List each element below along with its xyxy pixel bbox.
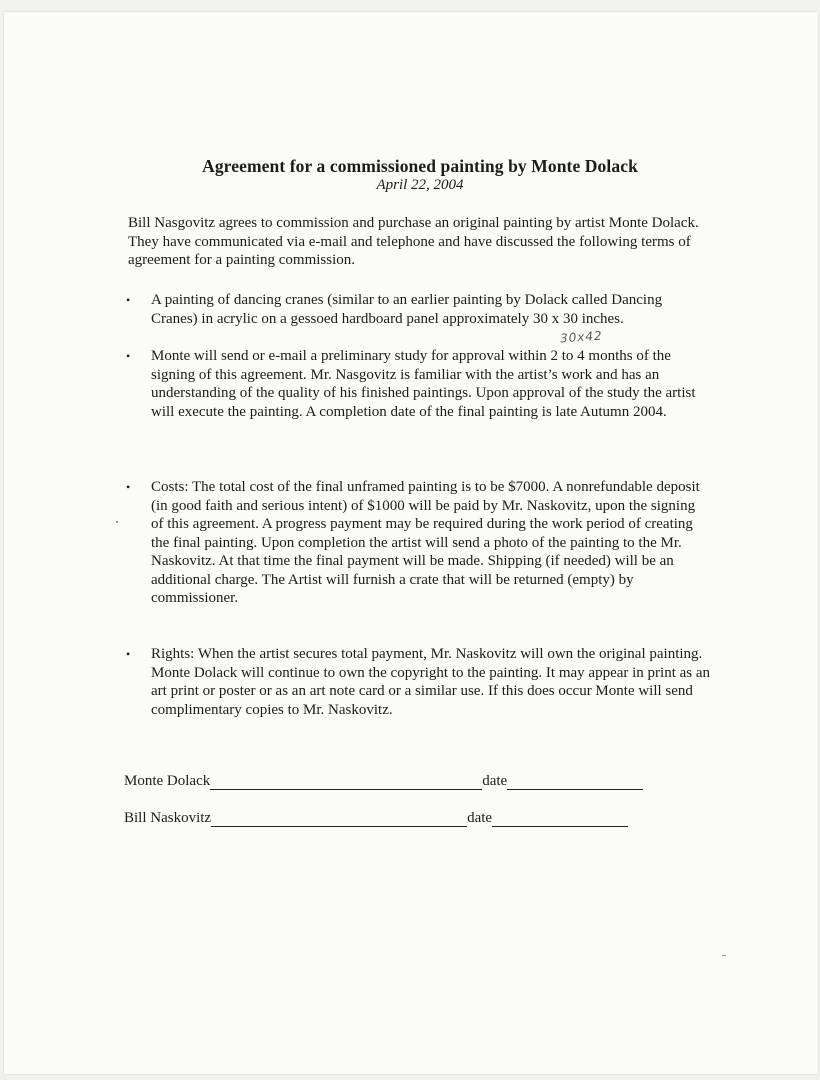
document-date: April 22, 2004 bbox=[376, 177, 464, 193]
bullet-schedule: Monte will send or e-mail a preliminary study for approval within 2 to 4 months of the signing of this agreement. Mr. Nasgovitz is familiar with the artist’s work and has an understanding of the quality of his finished paintings. Upon approval of the study the artist will execute the painting. A completion date of the final painting is late Autumn 2004. bbox=[151, 348, 696, 420]
date-label: date bbox=[467, 810, 493, 826]
signatory-name: Bill Naskovitz bbox=[124, 810, 212, 826]
signature-line bbox=[210, 775, 482, 790]
intro-paragraph: Bill Nasgovitz agrees to commission and purchase an original painting by artist Monte Dolack. They have communicated via e-mail and telephone and have discussed the following terms of agreement for a painting commission. bbox=[128, 215, 699, 268]
bullet-description: A painting of dancing cranes (similar to an earlier painting by Dolack called Dancing Cranes) in acrylic on a gessoed hardboard panel approximately 30 x 30 inches. bbox=[151, 292, 663, 327]
scan-speck bbox=[116, 521, 118, 523]
signature-row-artist bbox=[124, 773, 643, 790]
bullet-marker: • bbox=[126, 293, 131, 307]
date-line bbox=[492, 812, 628, 827]
scan-speck bbox=[722, 955, 726, 956]
bullet-marker: • bbox=[126, 480, 131, 494]
handwritten-note: 30x42 bbox=[559, 328, 604, 346]
bullet-marker: • bbox=[126, 349, 131, 363]
date-line bbox=[507, 775, 643, 790]
bullet-rights: Rights: When the artist secures total payment, Mr. Naskovitz will own the original painting. Monte Dolack will continue to own the copyright to the painting. It may appear in print as an art print or poster or as an art note card or a similar use. If this does occur Monte will send complimentary copies to Mr. Naskovitz. bbox=[151, 646, 711, 718]
signature-line bbox=[211, 812, 467, 827]
date-label: date bbox=[482, 773, 508, 789]
bullet-costs: Costs: The total cost of the final unframed painting is to be $7000. A nonrefundable deposit (in good faith and serious intent) of $1000 will be paid by Mr. Naskovitz, upon the signing of this agreement. A progress payment may be required during the work period of creating the final painting. Upon completion the artist will send a photo of the painting to the Mr. Naskovitz. At that time the final payment will be made. Shipping (if needed) will be an additional charge. The Artist will furnish a crate that will be returned (empty) by commissioner. bbox=[151, 479, 700, 606]
signatory-name: Monte Dolack bbox=[124, 773, 211, 789]
bullet-marker: • bbox=[126, 647, 131, 661]
signature-row-commissioner bbox=[124, 810, 628, 827]
document-title: Agreement for a commissioned painting by Monte Dolack bbox=[202, 156, 638, 176]
